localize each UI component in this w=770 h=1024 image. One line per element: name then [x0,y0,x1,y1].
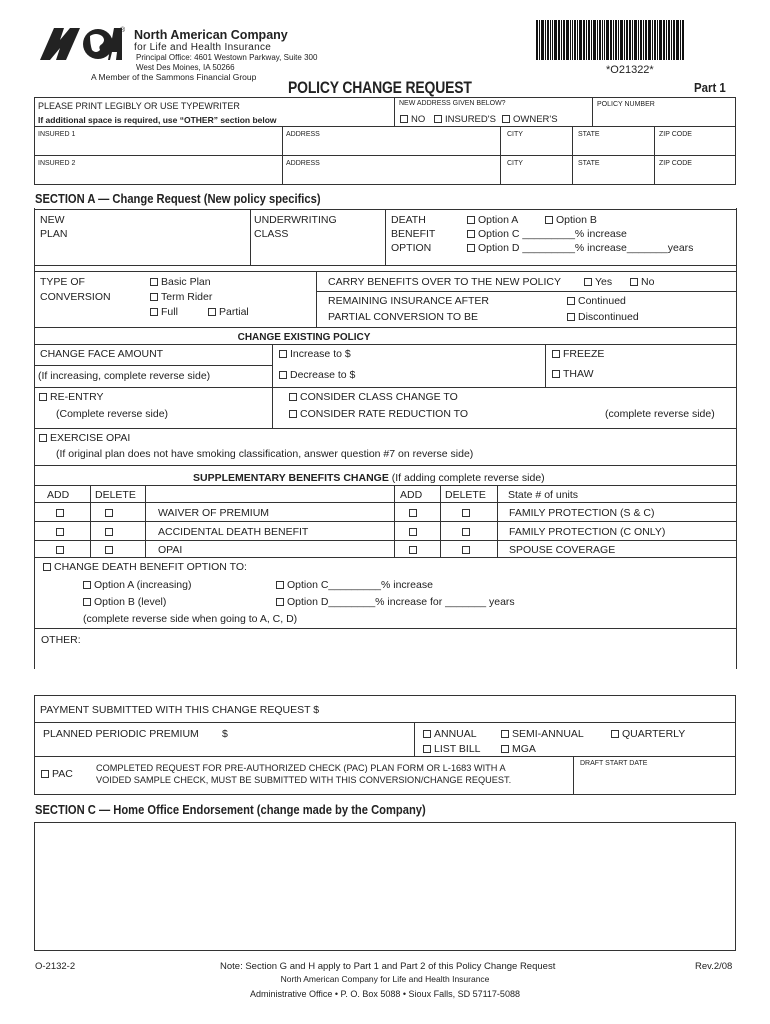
carry-no-checkbox[interactable] [630,278,638,286]
supp-heading: SUPPLEMENTARY BENEFITS CHANGE [193,472,389,484]
accidental-delete-checkbox[interactable] [105,528,113,536]
semi-annual-checkbox[interactable] [501,730,509,738]
complete-reverse-right-note: (complete reverse side) [605,408,715,420]
waiver-label: WAIVER OF PREMIUM [158,507,270,519]
policy-number-field[interactable] [596,110,732,124]
if-increasing-note: (If increasing, complete reverse side) [38,370,211,382]
exercise-opai-label: EXERCISE OPAI [50,432,131,444]
rate-reduction-checkbox[interactable] [289,410,297,418]
semi-annual-label: SEMI-ANNUAL [512,728,584,740]
other-label: OTHER: [41,634,81,646]
insured2-address-label: ADDRESS [286,160,320,167]
footer-note: Note: Section G and H apply to Part 1 and Part 2 of this Policy Change Request [220,961,556,972]
exercise-opai-checkbox[interactable] [39,434,47,442]
family-c-delete-checkbox[interactable] [462,528,470,536]
no-label: NO [411,114,426,125]
insured2-label: INSURED 2 [38,160,76,167]
opai-delete-checkbox[interactable] [105,546,113,554]
add-header-right: ADD [400,489,423,501]
underwriting-label-2: CLASS [254,228,289,240]
carry-yes-checkbox[interactable] [584,278,592,286]
remaining-label-2: PARTIAL CONVERSION TO BE [328,311,478,323]
death-benefit-label-1: DEATH [391,214,426,226]
continued-checkbox[interactable] [567,297,575,305]
option-c-label: Option C _________% increase [478,228,627,240]
annual-checkbox[interactable] [423,730,431,738]
list-bill-checkbox[interactable] [423,745,431,753]
underwriting-label-1: UNDERWRITING [254,214,337,226]
family-sc-label: FAMILY PROTECTION (S & C) [509,507,655,519]
option-a-label: Option A [478,214,519,226]
decrease-to-label: Decrease to $ [290,369,356,381]
opt-c-increase-checkbox[interactable] [276,581,284,589]
print-legibly: PLEASE PRINT LEGIBLY OR USE TYPEWRITER [38,101,240,111]
family-sc-delete-checkbox[interactable] [462,509,470,517]
waiver-add-checkbox[interactable] [56,509,64,517]
insured1-address-label: ADDRESS [286,131,320,138]
supp-note: (If adding complete reverse side) [391,472,545,484]
opt-b-level-checkbox[interactable] [83,598,91,606]
option-c-checkbox[interactable] [467,230,475,238]
thaw-checkbox[interactable] [552,370,560,378]
revision: Rev.2/08 [695,961,733,972]
company-name: North American Company [134,28,288,42]
planned-premium-dollar: $ [222,728,228,740]
spouse-delete-checkbox[interactable] [462,546,470,554]
new-plan-label-1: NEW [40,214,65,226]
opai-label: OPAI [158,544,183,556]
partial-checkbox[interactable] [208,308,216,316]
barcode-text: *O21322* [606,64,654,76]
basic-plan-checkbox[interactable] [150,278,158,286]
reverse-acd-note: (complete reverse side when going to A, C, D) [83,613,298,625]
opt-c-increase-label: Option C_________% increase [287,579,433,591]
class-change-label: CONSIDER CLASS CHANGE TO [300,391,458,403]
complete-reverse-note: (Complete reverse side) [56,408,169,420]
insured2-city-label: CITY [507,160,523,167]
state-units-header: State # of units [508,489,579,501]
add-header-left: ADD [47,489,70,501]
carry-yes-label: Yes [595,276,613,288]
re-entry-checkbox[interactable] [39,393,47,401]
opt-a-increasing-label: Option A (increasing) [94,579,192,591]
opt-d-increase-checkbox[interactable] [276,598,284,606]
insureds-label: INSURED'S [445,114,496,125]
change-dbo-checkbox[interactable] [43,563,51,571]
insured1-city-label: CITY [507,131,523,138]
pac-checkbox[interactable] [41,770,49,778]
option-d-label: Option D _________% increase_______years [478,242,694,254]
spouse-add-checkbox[interactable] [409,546,417,554]
footer-company: North American Company for Life and Health Insurance [280,974,490,984]
home-office-endorsement-box[interactable] [34,822,736,951]
continued-label: Continued [578,295,626,307]
re-entry-label: RE-ENTRY [50,391,104,403]
annual-label: ANNUAL [434,728,477,740]
insured1-label: INSURED 1 [38,131,76,138]
insured1-state-label: STATE [578,131,600,138]
option-b-label: Option B [556,214,597,226]
form-number: O-2132-2 [35,961,76,972]
office-line2: West Des Moines, IA 50266 [136,63,235,72]
planned-premium-label: PLANNED PERIODIC PREMIUM [43,728,199,740]
term-rider-checkbox[interactable] [150,293,158,301]
office-line1: Principal Office: 4601 Westown Parkway, Suite 300 [136,53,318,62]
opai-add-checkbox[interactable] [56,546,64,554]
other-field[interactable] [90,632,730,666]
owners-checkbox[interactable] [502,115,510,123]
term-rider-label: Term Rider [161,291,213,303]
mga-label: MGA [512,743,536,755]
pac-text-2: VOIDED SAMPLE CHECK, MUST BE SUBMITTED WITH THIS CONVERSION/CHANGE REQUEST. [96,775,512,785]
insured2-zip-label: ZIP CODE [659,160,692,167]
partial-label: Partial [219,306,249,318]
opt-d-increase-label: Option D________% increase for _______ years [287,596,515,608]
insured1-zip-label: ZIP CODE [659,131,692,138]
rate-reduction-label: CONSIDER RATE REDUCTION TO [300,408,469,420]
freeze-checkbox[interactable] [552,350,560,358]
family-sc-add-checkbox[interactable] [409,509,417,517]
family-c-label: FAMILY PROTECTION (C ONLY) [509,526,666,538]
carry-no-label: No [641,276,655,288]
change-face-label: CHANGE FACE AMOUNT [40,348,164,360]
remaining-label-1: REMAINING INSURANCE AFTER [328,295,490,307]
decrease-to-checkbox[interactable] [279,371,287,379]
registered-mark: ® [120,27,126,34]
part-label: Part 1 [694,80,726,95]
increase-to-label: Increase to $ [290,348,351,360]
payment-submitted-label: PAYMENT SUBMITTED WITH THIS CHANGE REQUEST $ [40,704,320,716]
spouse-label: SPOUSE COVERAGE [509,544,616,556]
type-conversion-label-1: TYPE OF [40,276,85,288]
change-existing-heading: CHANGE EXISTING POLICY [237,332,371,343]
full-checkbox[interactable] [150,308,158,316]
accidental-add-checkbox[interactable] [56,528,64,536]
class-change-checkbox[interactable] [289,393,297,401]
opai-note: (If original plan does not have smoking classification, answer question #7 on reverse side) [56,448,474,460]
barcode [536,20,732,60]
list-bill-label: LIST BILL [434,743,481,755]
policy-number-label: POLICY NUMBER [597,101,655,108]
draft-start-label: DRAFT START DATE [580,760,648,767]
company-logo [40,26,122,62]
discontinued-label: Discontinued [578,311,639,323]
increase-to-checkbox[interactable] [279,350,287,358]
pac-label: PAC [52,768,73,780]
death-benefit-label-3: OPTION [391,242,432,254]
form-title: POLICY CHANGE REQUEST [288,78,472,97]
delete-header-left: DELETE [95,489,136,501]
member-line: A Member of the Sammons Financial Group [91,72,257,82]
full-label: Full [161,306,178,318]
owners-label: OWNER'S [513,114,558,125]
insureds-checkbox[interactable] [434,115,442,123]
basic-plan-label: Basic Plan [161,276,211,288]
death-benefit-label-2: BENEFIT [391,228,436,240]
change-dbo-label: CHANGE DEATH BENEFIT OPTION TO: [54,561,247,573]
section-a-heading: SECTION A — Change Request (New policy specifics) [35,191,321,206]
family-c-add-checkbox[interactable] [409,528,417,536]
quarterly-label: QUARTERLY [622,728,686,740]
freeze-label: FREEZE [563,348,605,360]
other-note: If additional space is required, use “OTHER” section below [38,115,277,125]
company-subname: for Life and Health Insurance [134,42,272,53]
mga-checkbox[interactable] [501,745,509,753]
draft-start-field[interactable] [578,770,732,792]
delete-header-right: DELETE [445,489,486,501]
discontinued-checkbox[interactable] [567,313,575,321]
opt-a-increasing-checkbox[interactable] [83,581,91,589]
new-address-question: NEW ADDRESS GIVEN BELOW? [399,100,506,107]
option-d-checkbox[interactable] [467,244,475,252]
opt-b-level-label: Option B (level) [94,596,167,608]
waiver-delete-checkbox[interactable] [105,509,113,517]
no-address-checkbox[interactable] [400,115,408,123]
section-c-heading: SECTION C — Home Office Endorsement (change made by the Company) [35,802,426,817]
quarterly-checkbox[interactable] [611,730,619,738]
new-plan-label-2: PLAN [40,228,68,240]
insured2-state-label: STATE [578,160,600,167]
option-b-checkbox[interactable] [545,216,553,224]
carry-over-label: CARRY BENEFITS OVER TO THE NEW POLICY [328,276,561,288]
accidental-label: ACCIDENTAL DEATH BENEFIT [158,526,309,538]
option-a-checkbox[interactable] [467,216,475,224]
thaw-label: THAW [563,368,594,380]
pac-text-1: COMPLETED REQUEST FOR PRE-AUTHORIZED CHECK (PAC) PLAN FORM OR L-1683 WITH A [96,763,506,773]
footer-admin-address: Administrative Office • P. O. Box 5088 • Sioux Falls, SD 57117-5088 [250,989,520,999]
type-conversion-label-2: CONVERSION [40,291,111,303]
